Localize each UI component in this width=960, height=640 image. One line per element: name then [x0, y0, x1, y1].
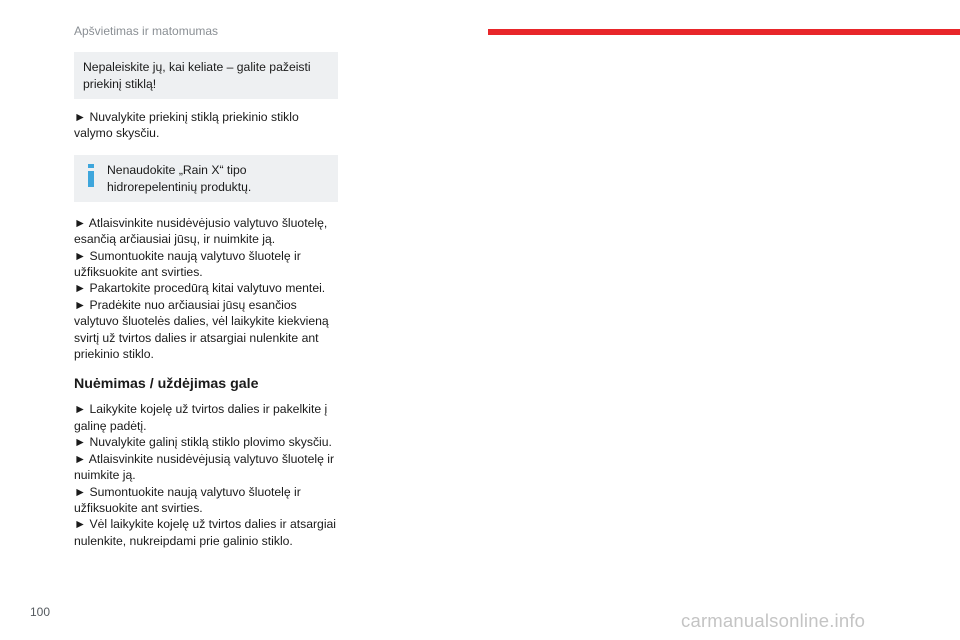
list-item: ► Vėl laikykite kojelę už tvirtos dalies ir atsargiai nulenkite, nukreipdami prie galinio stiklo.: [74, 517, 337, 548]
accent-bar: [488, 29, 960, 35]
list-item: ► Atlaisvinkite nusidėvėjusią valytuvo šluotelę ir nuimkite ją.: [74, 451, 335, 483]
page-number: 100: [30, 605, 51, 619]
text-column: [74, 52, 338, 549]
list-item: ► Nuvalykite priekinį stiklą priekinio stiklo valymo skysčiu.: [74, 110, 299, 141]
warning-note-text: Nepaleiskite jų, kai keliate – galite pažeisti priekinį stiklą!: [83, 60, 311, 91]
list-item: ► Pradėkite nuo arčiausiai jūsų esančios valytuvo šluotelės dalies, vėl laikykite kiekvieną svirtį už tvirtos dalies ir atsargiai nulenkite ant priekinio stiklo.: [74, 297, 329, 362]
warning-note: [74, 52, 338, 99]
list-item: ► Sumontuokite naują valytuvo šluotelę ir užfiksuokite ant svirties.: [74, 248, 301, 280]
list-item: ► Laikykite kojelę už tvirtos dalies ir pakelkite į galinę padėtį.: [74, 402, 328, 433]
list-item: ► Pakartokite procedūrą kitai valytuvo mentei.: [74, 281, 326, 296]
info-note: [74, 155, 338, 202]
list-item: ► Sumontuokite naują valytuvo šluotelę ir užfiksuokite ant svirties.: [74, 484, 301, 515]
section-heading: Nuėmimas / uždėjimas gale: [74, 376, 259, 393]
info-note-text: Nenaudokite „Rain X“ tipo hidrorepelentinių produktų.: [107, 162, 252, 194]
watermark: carmanualsonline.info: [681, 610, 866, 631]
list-item: ► Atlaisvinkite nusidėvėjusio valytuvo šluotelę, esančią arčiausiai jūsų, ir nuimkite ją.: [74, 215, 328, 247]
list-item: ► Nuvalykite galinį stiklą stiklo plovimo skysčiu.: [74, 435, 332, 450]
steps-front-b: [74, 215, 338, 363]
steps-front-a: [74, 109, 338, 142]
info-icon: [88, 164, 94, 187]
steps-rear: [74, 401, 338, 549]
running-header: Apšvietimas ir matomumas: [74, 24, 219, 38]
